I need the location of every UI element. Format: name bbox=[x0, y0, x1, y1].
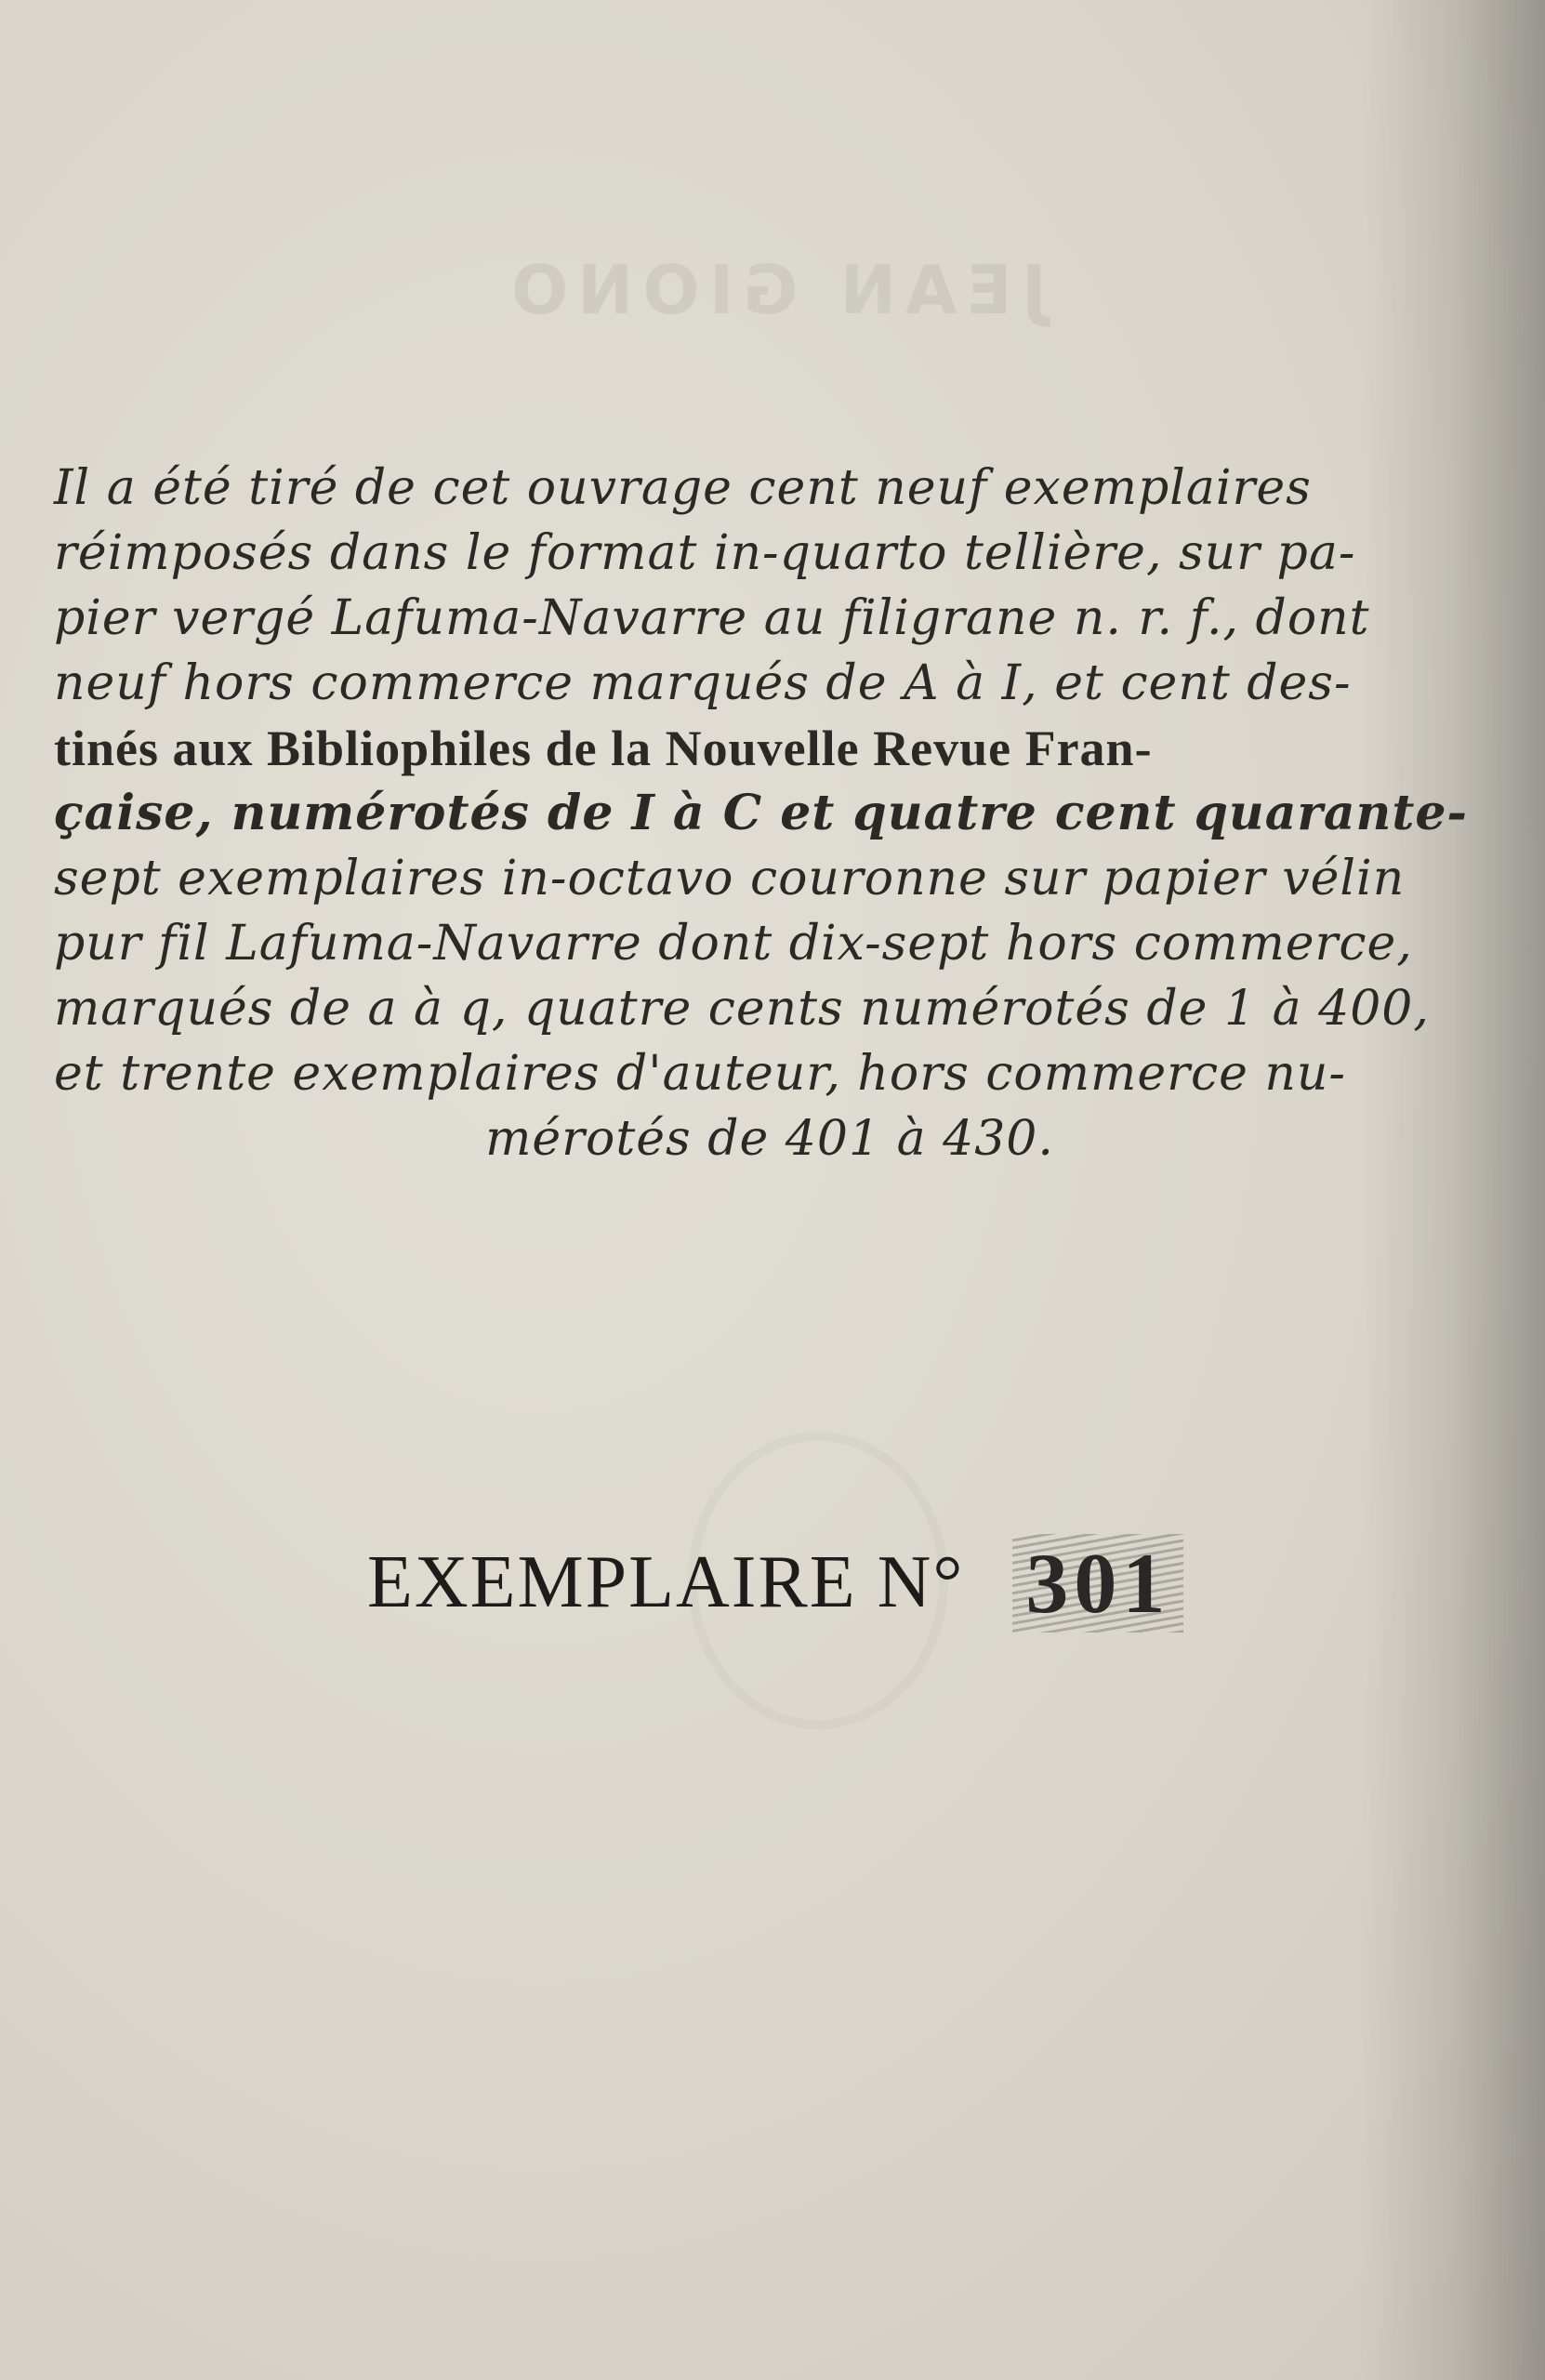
copy-number-stamp: 301 bbox=[1012, 1534, 1183, 1633]
colophon-paragraph bbox=[54, 456, 1504, 1171]
colophon-line-2: réimposés dans le format in-quarto tellière, sur pa- bbox=[54, 525, 1356, 581]
colophon-line-8: pur fil Lafuma-Navarre dont dix-sept hors commerce, bbox=[54, 916, 1413, 972]
colophon-line-5: tinés aux Bibliophiles de la Nouvelle Revue Fran- bbox=[54, 721, 1153, 776]
copy-number-line bbox=[367, 1534, 1183, 1633]
colophon-line-3: pier vergé Lafuma-Navarre au filigrane n. r. f., dont bbox=[54, 590, 1370, 646]
colophon-line-11: mérotés de 401 à 430. bbox=[485, 1111, 1054, 1167]
exemplaire-label: EXEMPLAIRE bbox=[367, 1541, 857, 1623]
colophon-line-4: neuf hors commerce marqués de A à I, et cent des- bbox=[54, 655, 1352, 711]
colophon-line-1: Il a été tiré de cet ouvrage cent neuf exemplaires bbox=[54, 460, 1312, 516]
colophon-line-7: sept exemplaires in-octavo couronne sur papier vélin bbox=[54, 851, 1406, 906]
colophon-line-10: et trente exemplaires d'auteur, hors commerce nu- bbox=[54, 1046, 1346, 1102]
bleed-through-text: JEAN GIONO bbox=[502, 251, 1047, 329]
number-sign: N° bbox=[877, 1541, 965, 1623]
colophon-line-6: çaise, numérotés de I à C et quatre cent quarante- bbox=[54, 785, 1469, 841]
colophon-line-9: marqués de a à q, quatre cents numérotés de 1 à 400, bbox=[54, 981, 1430, 1037]
